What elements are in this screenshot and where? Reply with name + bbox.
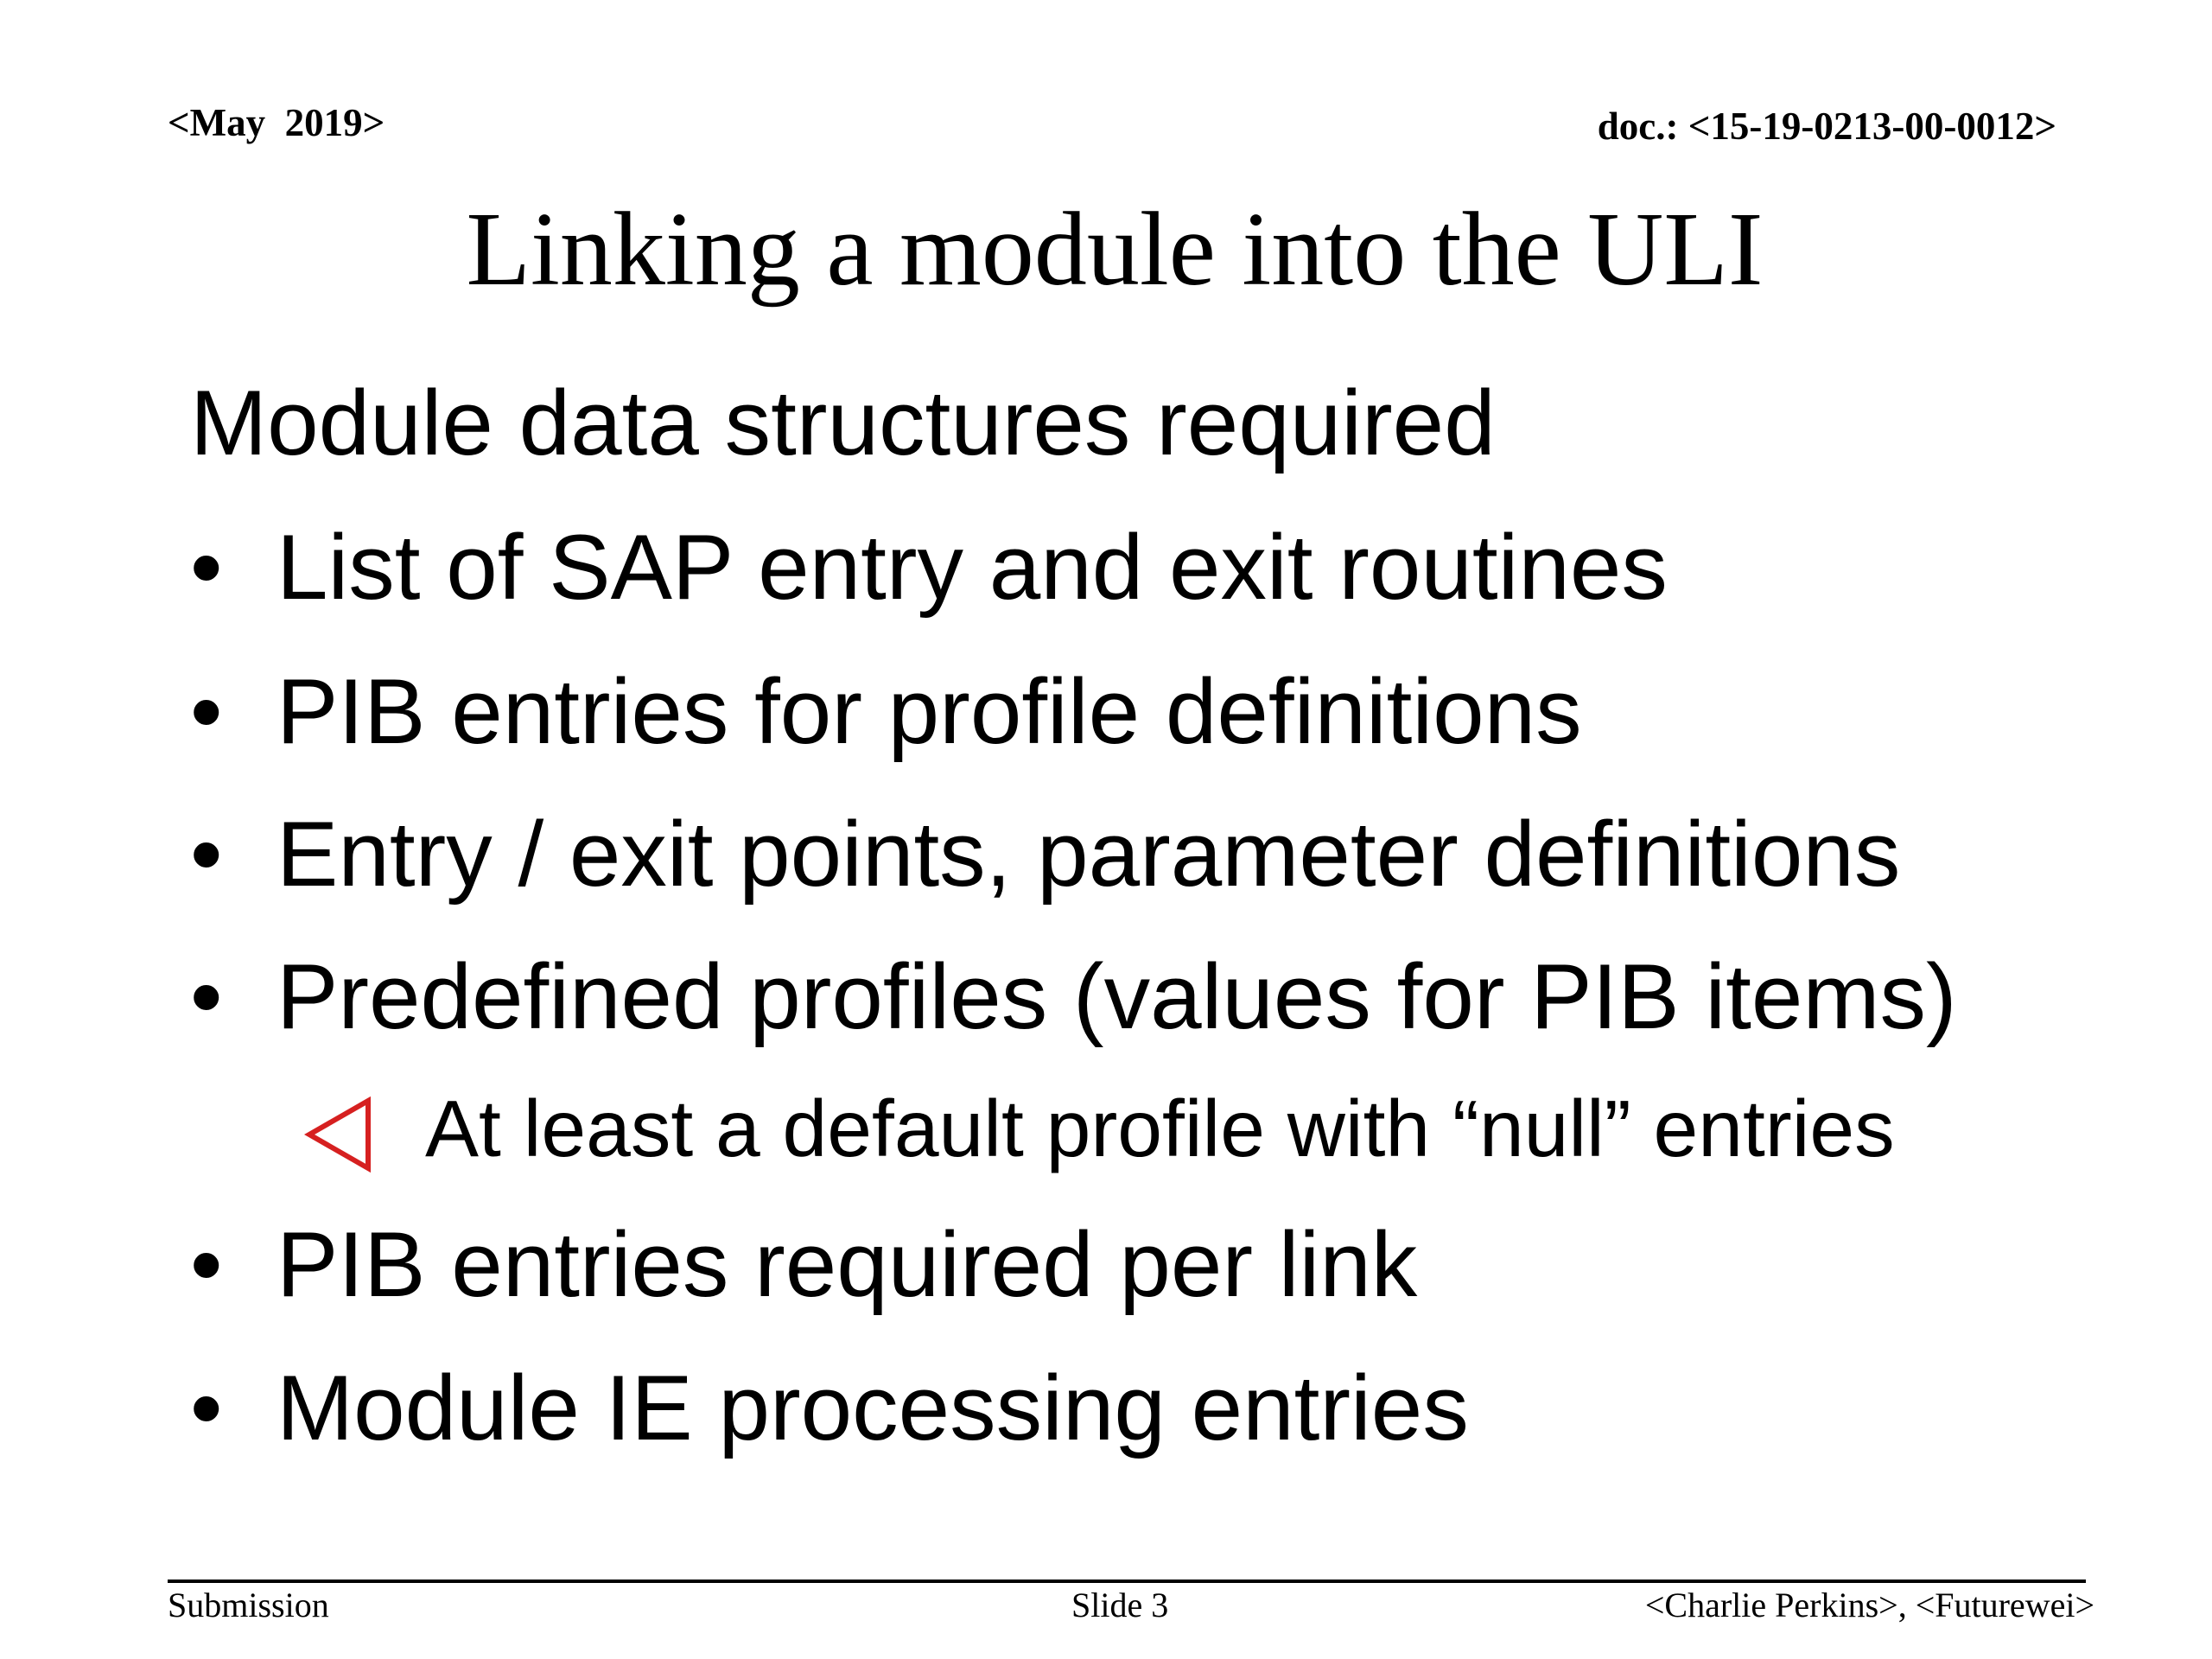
bullet-dot-icon: •	[190, 802, 223, 906]
header-doc-id: doc.: <15-19-0213-00-0012>	[1597, 105, 2056, 148]
bullet-dot-icon: •	[190, 944, 223, 1048]
bullet-text: PIB entries required per link	[276, 1212, 1418, 1316]
slide-title: Linking a module into the ULI	[466, 191, 1764, 308]
bullet-text: Entry / exit points, parameter definitions	[276, 802, 1901, 906]
bullet-dot-icon: •	[190, 659, 223, 763]
header-date: <May 2019>	[168, 101, 385, 144]
triangle-left-outline-icon	[304, 1096, 373, 1173]
intro-line: Module data structures required	[190, 371, 1496, 474]
bullet-dot-icon: •	[190, 1212, 223, 1316]
footer-slide-number: Slide 3	[1071, 1586, 1169, 1624]
footer-submission: Submission	[168, 1586, 329, 1624]
bullet-text: List of SAP entry and exit routines	[276, 515, 1668, 619]
sub-bullet-text: At least a default profile with “null” entries	[425, 1084, 1895, 1173]
footer-divider	[168, 1580, 2086, 1583]
bullet-text: Predefined profiles (values for PIB items)	[276, 944, 1957, 1048]
bullet-text: PIB entries for profile definitions	[276, 659, 1582, 763]
bullet-dot-icon: •	[190, 1356, 223, 1459]
bullet-text: Module IE processing entries	[276, 1356, 1469, 1459]
footer-author: <Charlie Perkins>, <Futurewei>	[1644, 1586, 2094, 1624]
bullet-dot-icon: •	[190, 515, 223, 619]
